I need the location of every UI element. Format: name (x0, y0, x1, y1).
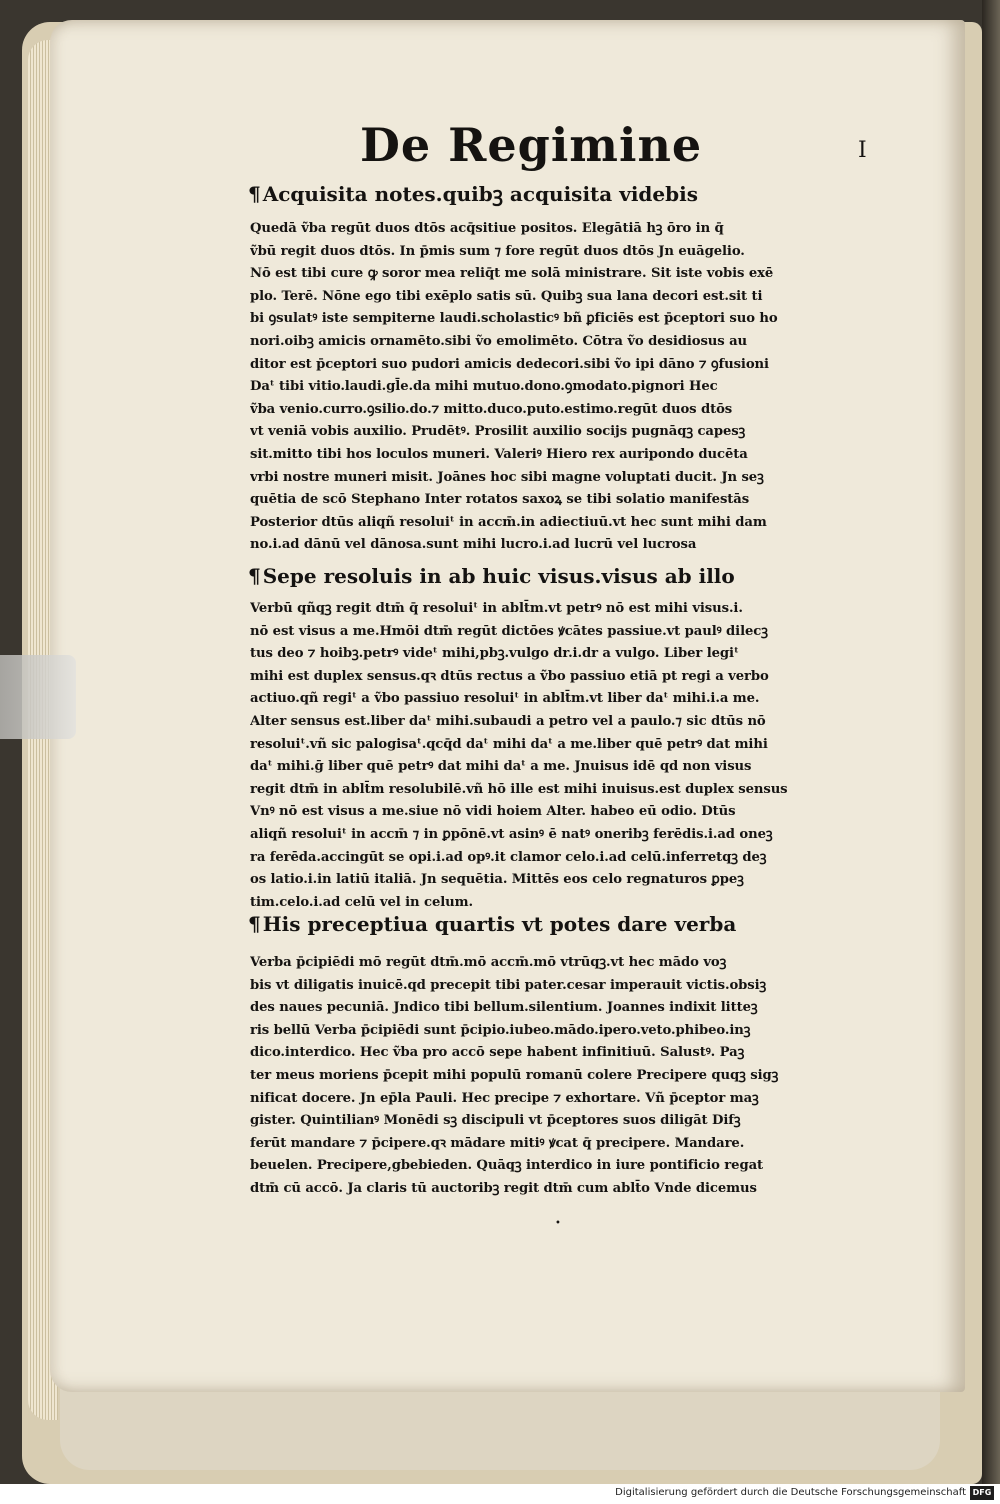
text-line: ṽbū regit duos dtōs. In p̄mis sum ⁊ fore regūt duos dtōs Jn euāgelio. (250, 243, 745, 259)
facing-page-gutter (982, 0, 1000, 1484)
text-line: vt veniā vobis auxilio. Prudētꝰ. Prosilit auxilio socijs pugnāqꝫ capesꝫ (250, 424, 746, 440)
pilcrow-icon: ¶ (248, 182, 261, 206)
section-heading-1: ¶ Acquisita notes.quibꝫ acquisita videbis (248, 182, 698, 206)
text-line: ditor est p̄ceptori suo pudori amicis dedecori.sibi ṽo ipi dāno ⁊ ꝯfusioni (250, 356, 769, 372)
section-heading-2: ¶ Sepe resoluis in ab huic visus.visus ab illo (248, 564, 735, 588)
text-line: daᵗ mihi.ḡ liber quē petrꝰ dat mihi daᵗ a me. Jnuisus idē qd non visus (250, 759, 752, 775)
text-line: Verba p̄cipiēdi mō regūt dtm̄.mō accm̄.mō vtrūqꝫ.vt hec mādo voꝫ (250, 955, 727, 970)
text-line: beuelen. Precipere,gbebieden. Quāqꝫ interdico in iure pontificio regat (250, 1158, 764, 1174)
text-line: Posterior dtūs aliqñ resoluiᵗ in accm̄.in adiectiuū.vt hec sunt mihi dam (250, 514, 767, 530)
text-line: Quedā ṽba regūt duos dtōs acq̄sitiue positos. Elegātiā hꝫ ōro in q̄ (250, 221, 724, 236)
text-line: bi ꝯsulatꝰ iste sempiterne laudi.scholasticꝰ bñ ꝑficiēs est p̄ceptori suo ho (250, 311, 778, 327)
folio-number: I (858, 138, 867, 163)
signature-mark: • (555, 1218, 561, 1229)
paragraph-3 (250, 952, 855, 1201)
text-line: gister. Quintilianꝰ Monēdi sꝫ discipuli vt p̄ceptores suos diligāt Difꝫ (250, 1113, 741, 1129)
text-line: Daᵗ tibi vitio.laudi.gl̄e.da mihi mutuo.dono.ꝯmodato.pignori Hec (250, 379, 718, 395)
book-foot-edge (60, 1380, 940, 1470)
text-line: mihi est duplex sensus.qꝛ dtūs rectus a ṽbo passiuo etiā pt regi a verbo (250, 668, 769, 684)
text-line: ris bellū Verba p̄cipiēdi sunt p̄cipio.iubeo.mādo.ipero.veto.phibeo.inꝫ (250, 1022, 751, 1038)
text-line: tus deo ⁊ hoibꝫ.petrꝰ videᵗ mihi,pbꝫ.vulgo dr.i.dr a vulgo. Liber legiᵗ (250, 646, 739, 662)
text-line: Verbū qñqꝫ regit dtm̄ q̄ resoluiᵗ in ablt̄m.vt petrꝰ nō est mihi visus.i. (250, 601, 743, 616)
text-line: ṽba venio.curro.ꝯsilio.do.⁊ mitto.duco.puto.estimo.regūt duos dtōs (250, 401, 733, 417)
running-title: De Regimine (360, 118, 703, 172)
funding-credit: Digitalisierung gefördert durch die Deutsche Forschungsgemeinschaft (615, 1487, 966, 1498)
text-line: ra ferēda.accingūt se opi.i.ad opꝰ.it clamor celo.i.ad celū.inferretqꝫ deꝫ (250, 849, 767, 865)
text-line: Vnꝰ nō est visus a me.siue nō vidi hoiem Alter. habeo eū odio. Dtūs (250, 804, 736, 820)
text-line: plo. Terē. Nōne ego tibi exēplo satis sū. Quibꝫ sua lana decori est.sit ti (250, 288, 763, 304)
text-line: sit.mitto tibi hos loculos muneri. Valeriꝰ Hiero rex auripondo ducēta (250, 446, 748, 462)
text-line: dico.interdico. Hec ṽba pro accō sepe habent infinitiuū. Salustꝰ. Paꝫ (250, 1045, 745, 1061)
text-line: nō est visus a me.Hmōi dtm̄ regūt dictōes ꝟcātes passiue.vt paulꝰ dilecꝫ (250, 623, 768, 639)
text-line: Alter sensus est.liber daᵗ mihi.subaudi a petro vel a paulo.⁊ sic dtūs nō (250, 713, 766, 729)
text-line: os latio.i.in latiū italiā. Jn sequētia. Mittēs eos celo regnaturos ꝑpeꝫ (250, 872, 744, 888)
text-line: des naues pecuniā. Jndico tibi bellum.silentium. Joannes indixit litteꝫ (250, 1000, 758, 1016)
section-heading-3: ¶ His preceptiua quartis vt potes dare verba (248, 912, 737, 936)
text-line: tim.celo.i.ad celū vel in celum. (250, 894, 474, 910)
paragraph-1 (250, 218, 855, 557)
paragraph-2 (250, 598, 855, 914)
text-line: Nō est tibi cure ꝙ soror mea reliq̄t me solā ministrare. Sit iste vobis exē (250, 266, 774, 282)
text-line: aliqñ resoluiᵗ in accm̄ ⁊ in ꝑpōnē.vt asinꝰ ē natꝰ oneribꝫ ferēdis.i.ad oneꝫ (250, 826, 773, 842)
text-line: nori.oibꝫ amicis ornamēto.sibi ṽo emolimēto. Cōtra ṽo desidiosus au (250, 333, 748, 349)
text-line: regit dtm̄ in ablt̄m resolubilē.vñ hō ille est mihi inuisus.est duplex sensus (250, 781, 788, 797)
scan-clip (0, 655, 76, 739)
text-line: ter meus moriens p̄cepit mihi populū romanū colere Precipere quqꝫ sigꝫ (250, 1067, 779, 1083)
text-line: quētia de scō Stephano Inter rotatos saxoꝝ se tibi solatio manifestās (250, 492, 750, 508)
text-line: vrbi nostre muneri misit. Joānes hoc sibi magne voluptati ducit. Jn seꝫ (250, 469, 764, 485)
text-line: bis vt diligatis inuicē.qd precepit tibi pater.cesar imperauit victis.obsiꝫ (250, 977, 767, 993)
text-line: dtm̄ cū accō. Ja claris tū auctoribꝫ regit dtm̄ cum ablt̄o Vnde dicemus (250, 1180, 757, 1196)
pilcrow-icon: ¶ (248, 912, 261, 936)
text-line: ferūt mandare ⁊ p̄cipere.qꝛ mādare mitiꝰ ꝟcat q̄ precipere. Mandare. (250, 1135, 745, 1151)
text-line: no.i.ad dānū vel dānosa.sunt mihi lucro.i.ad lucrū vel lucrosa (250, 537, 697, 553)
text-line: actiuo.qñ regiᵗ a ṽbo passiuo resoluiᵗ in ablt̄m.vt liber daᵗ mihi.i.a me. (250, 691, 760, 707)
text-line: resoluiᵗ.vñ sic palogisaᵗ.qcq̄d daᵗ mihi daᵗ a me.liber quē petrꝰ dat mihi (250, 736, 768, 752)
dfg-logo: DFG (970, 1486, 994, 1500)
text-line: nificat docere. Jn ep̄la Pauli. Hec precipe ⁊ exhortare. Vñ p̄ceptor maꝫ (250, 1090, 759, 1106)
pilcrow-icon: ¶ (248, 564, 261, 588)
